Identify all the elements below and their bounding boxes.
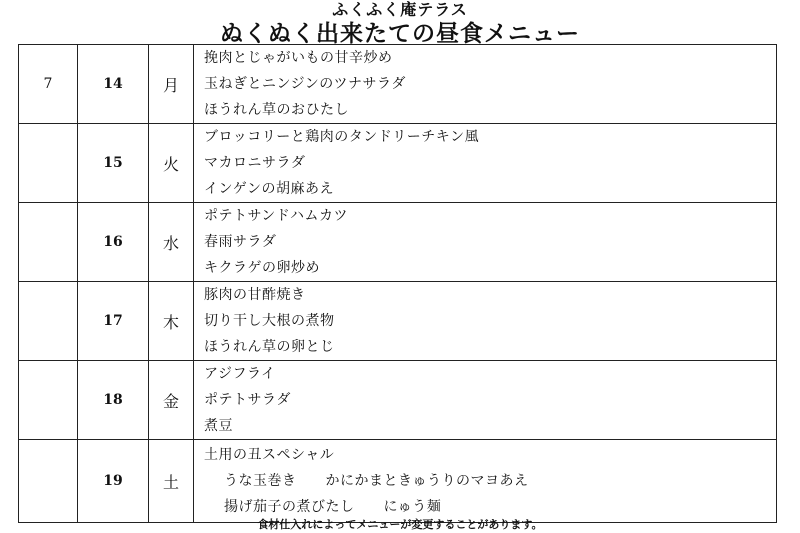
dish-item: 土用の丑スペシャル (204, 447, 335, 463)
month-cell (19, 440, 78, 523)
weekday-cell: 火 (149, 124, 194, 203)
dish-item: ほうれん草の卵とじ (204, 339, 335, 355)
dish-item: インゲンの胡麻あえ (204, 181, 334, 197)
restaurant-name: ふくふく庵テラス (332, 0, 468, 19)
menu-row (19, 45, 777, 124)
menu-row (19, 203, 777, 282)
month-cell (19, 124, 78, 203)
lunch-menu-table (18, 44, 777, 523)
dish-item: キクラゲの卵炒め (204, 260, 320, 276)
menu-row (19, 361, 777, 440)
menu-row (19, 282, 777, 361)
dish-item: ポテトサンドハムカツ (204, 208, 349, 224)
dishes-cell (194, 282, 777, 361)
dish-item: 春雨サラダ (204, 234, 277, 250)
weekday-cell: 月 (149, 45, 194, 124)
menu-title: ぬくぬく出来たての昼食メニュー (220, 21, 580, 47)
dish-item: アジフライ (204, 366, 276, 382)
dish-item: マカロニサラダ (204, 155, 306, 171)
dish-item: ブロッコリーと鶏肉のタンドリーチキン風 (204, 129, 480, 145)
day-cell: 16 (78, 203, 149, 282)
day-cell: 18 (78, 361, 149, 440)
dish-item: 挽肉とじゃがいもの甘辛炒め (204, 50, 393, 66)
dishes-cell (194, 45, 777, 124)
month-cell (19, 282, 78, 361)
weekday-cell: 土 (149, 440, 194, 523)
dishes-cell (194, 203, 777, 282)
dish-item: うな玉巻き かにかまときゅうりのマヨあえ (224, 473, 529, 489)
weekday-cell: 木 (149, 282, 194, 361)
weekday-cell: 水 (149, 203, 194, 282)
dish-item: ほうれん草のおひたし (204, 102, 349, 118)
dish-item: 切り干し大根の煮物 (204, 313, 335, 329)
month-cell: 7 (19, 45, 78, 124)
dish-item: 玉ねぎとニンジンのツナサラダ (204, 76, 406, 92)
menu-row (19, 124, 777, 203)
day-cell: 19 (78, 440, 149, 523)
weekday-cell: 金 (149, 361, 194, 440)
month-cell (19, 203, 78, 282)
day-cell: 15 (78, 124, 149, 203)
dishes-cell (194, 361, 777, 440)
dishes-cell (194, 124, 777, 203)
day-cell: 14 (78, 45, 149, 124)
menu-row (19, 440, 777, 523)
dish-item: ポテトサラダ (204, 392, 291, 408)
footer-note: 食材仕入れによってメニューが変更することがあります。 (257, 518, 543, 531)
month-cell (19, 361, 78, 440)
dish-item: 豚肉の甘酢焼き (204, 287, 306, 303)
dishes-cell (194, 440, 777, 523)
dish-item: 揚げ茄子の煮びたし にゅう麺 (224, 499, 442, 515)
day-cell: 17 (78, 282, 149, 361)
dish-item: 煮豆 (204, 418, 233, 434)
